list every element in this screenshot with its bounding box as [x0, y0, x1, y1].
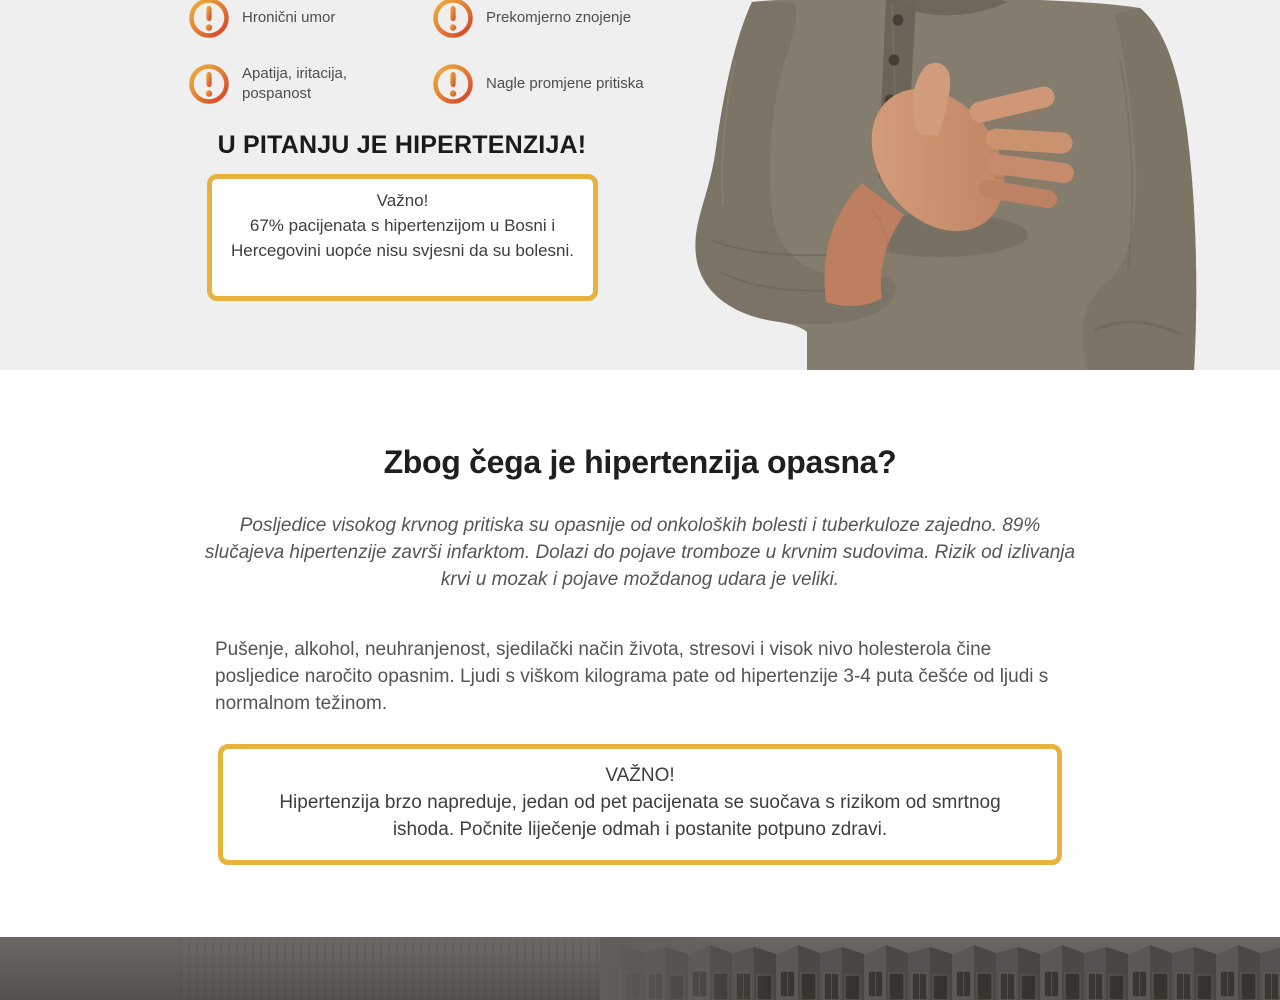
lead-paragraph: Posljedice visokog krvnog pritiska su opasnije od onkoloških bolesti i tuberkuloze zajedno. 89% slučajeva hipertenzije završi infarktom. Dolazi do pojave tromboze u krvnim sudovima. Rizik od izlivanja krvi u mozak i pojave moždanog udara je veliki. — [204, 515, 1076, 590]
body-paragraph: Pušenje, alkohol, neuhranjenost, sjedilački način života, stresovi i visok nivo holesterola čine posljedice naročito opasnim. Ljudi s viškom kilograma pate od hipertenzije 3-4 puta češće od ljudi s normalnom težinom. — [215, 639, 1049, 714]
symptom-label: Prekomjerno znojenje — [486, 9, 632, 26]
symptom-label: Apatija, iritacija, pospanost — [242, 65, 348, 102]
footer-banner — [0, 937, 1280, 1000]
symptom-label: Nagle promjene pritiska — [486, 75, 644, 92]
symptom-item — [432, 63, 661, 105]
important-note-text: 67% pacijenata s hipertenzijom u Bosni i Hercegovini uopće nisu svjesni da su bolesni. — [230, 216, 575, 260]
symptom-item — [188, 0, 335, 39]
important-note-box — [207, 174, 598, 301]
danger-section — [0, 370, 1280, 937]
important-warning-text: Hipertenzija brzo napreduje, jedan od pet pacijenata se suočava s rizikom od smrtnog ishoda. Počnite liječenje odmah i postanite potpuno zdravi. — [279, 792, 1001, 840]
section-heading: Zbog čega je hipertenzija opasna? — [383, 444, 897, 480]
alert-icon — [188, 63, 230, 105]
symptom-item — [188, 63, 354, 105]
alert-icon — [188, 0, 230, 39]
hero-section — [0, 0, 1280, 370]
building-photo — [600, 937, 1280, 1000]
important-warning-box — [218, 744, 1062, 865]
important-warning-title: VAŽNO! — [605, 765, 675, 786]
alert-icon — [432, 0, 474, 39]
symptom-item — [432, 0, 661, 39]
alert-icon — [432, 63, 474, 105]
hero-heading: U PITANJU JE HIPERTENZIJA! — [217, 131, 587, 159]
man-holding-chest-photo — [640, 0, 1210, 370]
important-note-title: Važno! — [376, 191, 429, 210]
symptom-label: Hronični umor — [242, 9, 336, 26]
